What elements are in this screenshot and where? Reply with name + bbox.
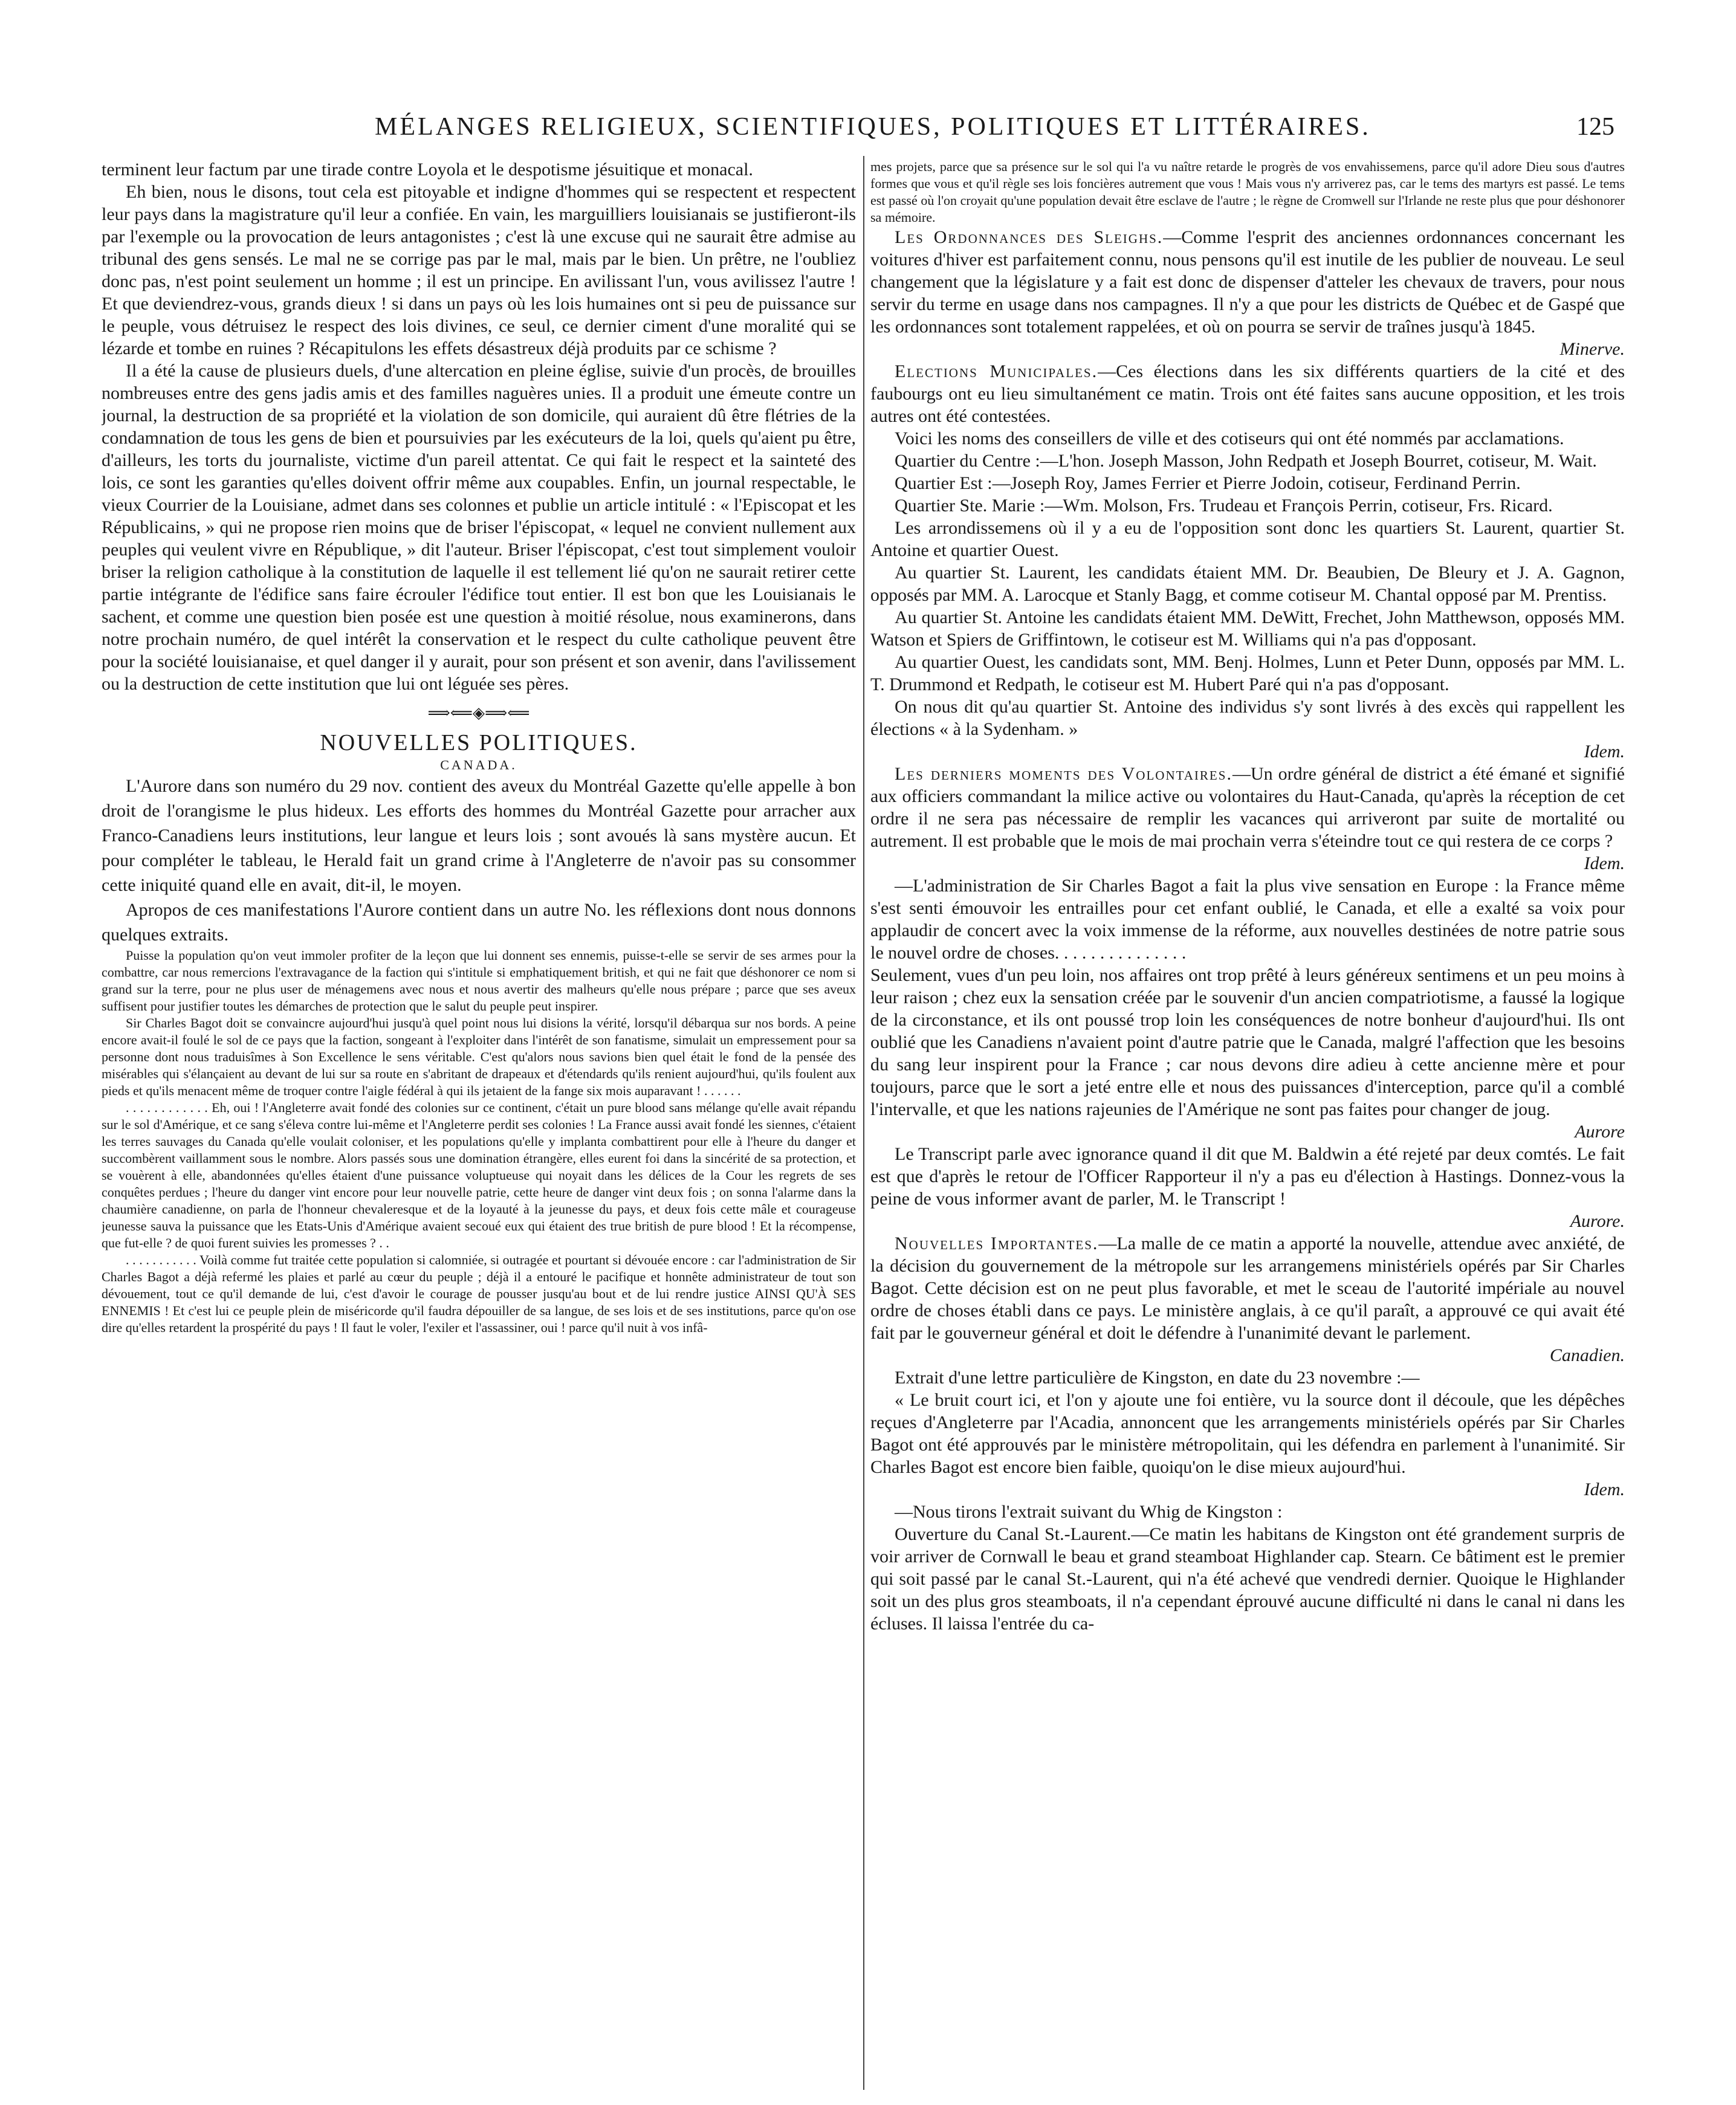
quote-paragraph: . . . . . . . . . . . . Eh, oui ! l'Angleterre avait fondé des colonies sur ce continent, c'était un pure blood sans mélange qu'elle avait répandu sur le sol d'Amérique, et ce sang s'éleva contre lui-même et l'Angleterre perdit ses colonies ! La France aussi avait fondé les siennes, c'étaient les terres sauvages du Canada qu'elle voulait coloniser, et les populations qu'elle y implanta combattirent pour elle à l'heure du danger et succombèrent vaillamment sous le nombre. Alors passés sous une domination étrangère, elles eurent foi dans la sincérité de sa protection, et se vouèrent à elle, abandonnées qu'elles étaient d'une puissance voluptueuse qui noyait dans les délices de la Cour les regrets de ses conquêtes perdues ; l'heure du danger vint encore pour leur nouvelle patrie, cette heure de danger vint deux fois ; on sonna l'alarme dans la chaumière canadienne, on parla de l'honneur chevaleresque et de la loyauté à la jeunesse du pays, et deux fois cette mâle et courageuse jeunesse sauva la puissance que les Etats-Unis d'Amérique avaient secoué eux qui étaient des true british de pure blood ! Et la récompense, que fut-elle ? de quoi furent suivies les promesses ? . . [102,1100,856,1250]
paragraph: Quartier du Centre :—L'hon. Joseph Masson, John Redpath et Joseph Bourret, cotiseur, M. Wait. [895,451,1597,471]
paragraph: Au quartier St. Laurent, les candidats étaient MM. Dr. Beaubien, De Bleury et J. A. Gagnon, opposés par MM. A. Larocque et Stanly Bagg, et comme cotiseur M. Chantal opposé par M. Prentiss. [870,563,1625,605]
source-credit: Idem. [1584,1479,1625,1499]
running-header [0,112,1736,161]
column-divider [863,156,864,2090]
paragraph: « Le bruit court ici, et l'on y ajoute une foi entière, vu la source dont il découle, que les dépêches reçues d'Angleterre par l'Acadia, annoncent que les arrangements ministériels opérés par Sir Charles Bagot ont été approuvés par le ministère métropolitain, qui les défendra en parlement à l'unanimité. Sir Charles Bagot est encore bien faible, quoiqu'on le dise mieux aujourd'hui. [870,1390,1625,1477]
paragraph: Ouverture du Canal St.-Laurent.—Ce matin les habitans de Kingston ont été grandement surpris de voir arriver de Cornwall le beau et grand steamboat Highlander cap. Stearn. Ce bâtiment est le premier qui soit passé par le canal St.-Laurent, qui n'a été achevé que vendredi dernier. Quoique le Highlander soit un des plus gros steamboats, il n'a cependant éprouvé aucune difficulté ni dans le canal ni dans les écluses. Il laissa l'entrée du ca- [870,1524,1625,1634]
source-credit: Idem. [1584,742,1625,761]
news-item [870,226,1625,338]
section-subtitle: CANADA. [440,757,517,772]
news-item-title: Les derniers moments des Volontaires. [895,764,1232,784]
news-item-text: —La malle de ce matin a apporté la nouvelle, attendue avec anxiété, de la décision du gouvernement de la métropole sur les arrangemens ministériels opérés par Sir Charles Bagot. Cette décision est on ne peut plus favorable, et met le sceau de l'autorité impériale au nouvel ordre de choses établi dans ce pays. Le ministère anglais, à ce qu'il paraît, a approuvé ce qui avait été fait par le gouverneur général et doit le défendre à l'unanimité devant le parlement. [870,1234,1625,1343]
paragraph: Extrait d'une lettre particulière de Kingston, en date du 23 novembre :— [895,1368,1420,1388]
quote-paragraph: mes projets, parce que sa présence sur le sol qui l'a vu naître retarde le progrès de vos envahissemens, parce qu'il adore Dieu sous d'autres formes que vous et qu'il règle ses lois foncières autrement que vous ! Mais vous n'y arriverez pas, car le tems des martyrs est passé. Le tems est passé où l'on croyait qu'une population devait être esclave de l'autre ; le règne de Cromwell sur l'Irlande ne reste plus que pour déshonorer sa mémoire. [870,159,1625,225]
paragraph: Quartier Ste. Marie :—Wm. Molson, Frs. Trudeau et François Perrin, cotiseur, Frs. Ricard. [895,496,1553,516]
paragraph: Au quartier St. Antoine les candidats étaient MM. DeWitt, Frechet, John Matthewson, opposés MM. Watson et Spiers de Griffintown, le cotiseur est M. Williams qui n'a pas d'opposant. [870,607,1625,650]
quote-paragraph: Sir Charles Bagot doit se convaincre aujourd'hui jusqu'à quel point nous lui disions la vérité, lorsqu'il débarqua sur nos bords. A peine encore avait-il foulé le sol de ce pays que la faction, songeant à l'exploiter dans l'intérêt de son fanatisme, simulait un empressement pour sa personne dont nous traduisîmes à Son Excellence le sens véritable. C'est qu'alors nous savions bien quel était le fond de la pensée des misérables qui s'élançaient au devant de lui sur sa route en s'abritant de drapeaux et d'étendards qu'ils renient aujourd'hui, qu'ils foulent aux pieds et qu'ils menacent même de troquer contre l'aigle fédéral à qui ils jetaient de la fange six mois auparavant ! . . . . . . [102,1015,856,1098]
paragraph: Eh bien, nous le disons, tout cela est pitoyable et indigne d'hommes qui se respectent et respectent leur pays dans la magistrature qu'il leur a confiée. En vain, les marguilliers louisianais se justifieront-ils par l'exemple ou la provocation de leurs antagonistes ; c'est là une excuse qui ne saurait être admise au tribunal des gens sensés. Le mal ne se corrige pas par le mal, mais par le bien. Un prêtre, ne l'oubliez donc pas, n'est point seulement un homme ; il est un principe. En avilissant l'un, vous avilissez l'autre ! Et que deviendrez-vous, grands dieux ! si dans un pays où les lois humaines ont si peu de puissance sur le peuple, vous détruisez le respect des lois divines, ce seul, ce dernier ciment d'une moralité qui se lézarde et tombe en ruines ? Récapitulons les effets désastreux déjà produits par ce schisme ? [102,182,856,358]
left-column [102,158,856,2092]
section-title: NOUVELLES POLITIQUES. [320,730,638,755]
section-ornament: ⟹⟸◈⟹⟸ [427,704,530,722]
running-title: MÉLANGES RELIGIEUX, SCIENTIFIQUES, POLITIQUES ET LITTÉRAIRES. [375,113,1371,141]
right-column [870,158,1625,2092]
page-number: 125 [1576,113,1615,141]
news-item-text: —Ces élections dans les six différents quartiers de la cité et des faubourgs ont eu lieu simultanément ce matin. Trois ont été faites sans aucune opposition, et les trois autres ont été contestées. [870,361,1625,426]
source-credit: Idem. [1584,853,1625,873]
paragraph: Il a été la cause de plusieurs duels, d'une altercation en pleine église, suivie d'un procès, de brouilles nombreuses entre des gens jadis amis et des familles naguères unies. Il a produit une émeute contre un journal, la destruction de sa propriété et la violation de son domicile, qui auraient dû être flétries de la condamnation de tous les gens de bien et poursuivies par les exécuteurs de la loi, quels qu'aient pu être, d'ailleurs, les torts du journaliste, victime d'un pareil attentat. Ce qui fait le respect et la sainteté des lois, ce sont les garanties qu'elles doivent offrir même aux coupables. Enfin, un journal respectable, le vieux Courrier de la Louisiane, admet dans ses colonnes et publie un article intitulé : « l'Episcopat et les Républicains, » qui ne propose rien moins que de briser l'épiscopat, « lequel ne convient nullement aux peuples qui veulent vivre en République, » dit l'auteur. Briser l'épiscopat, c'est tout simplement vouloir briser la religion catholique à la constitution de laquelle il est tellement lié qu'on ne saurait retirer cette partie intégrante de l'édifice sans faire écrouler l'édifice tout entier. Il est bon que les Louisianais le sachent, et comme une question bien posée est une question à moitié résolue, nous examinerons, dans notre prochain numéro, de quel intérêt la conservation et le respect du culte catholique peuvent être pour la société louisianaise, et quel danger il y aurait, pour son présent et son avenir, dans l'avilissement ou la destruction de cette institution que lui ont léguée ses pères. [102,361,856,694]
news-item-title: Nouvelles Importantes. [895,1234,1099,1253]
paragraph: terminent leur factum par une tirade contre Loyola et le despotisme jésuitique et monacal. [102,160,753,179]
source-credit: Aurore [1575,1122,1625,1142]
source-credit: Minerve. [1559,339,1625,359]
source-credit: Canadien. [1549,1345,1625,1365]
paragraph: Quartier Est :—Joseph Roy, James Ferrier et Pierre Jodoin, cotiseur, Ferdinand Perrin. [895,473,1521,493]
news-item-text: —Un ordre général de district a été émané et signifié aux officiers commandant la milice active ou volontaires du Haut-Canada, qu'après la réception de cet ordre il ne sera pas nécessaire de remplir les vacances qui arriveront par suite de mortalité ou autrement. Il est probable que le mois de mai prochain verra s'éteindre tout ce qui restera de ce corps ? [870,764,1625,851]
paragraph: Le Transcript parle avec ignorance quand il dit que M. Baldwin a été rejeté par deux comtés. Le fait est que d'après le retour de l'Officer Rapporteur il n'y a pas eu d'élection à Hastings. Donnez-vous la peine de vous informer avant de parler, M. le Transcript ! [870,1144,1625,1209]
paragraph: Apropos de ces manifestations l'Aurore contient dans un autre No. les réflexions dont nous donnons quelques extraits. [102,900,856,945]
news-item [870,763,1625,852]
paragraph: Voici les noms des conseillers de ville et des cotiseurs qui ont été nommés par acclamations. [895,428,1564,448]
news-item-title: Elections Municipales. [895,361,1098,381]
paragraph: Au quartier Ouest, les candidats sont, MM. Benj. Holmes, Lunn et Peter Dunn, opposés par MM. L. T. Drummond et Redpath, le cotiseur est M. Hubert Paré qui n'a pas d'opposant. [870,652,1625,694]
paragraph: On nous dit qu'au quartier St. Antoine des individus s'y sont livrés à des excès qui rappellent les élections « à la Sydenham. » [870,697,1625,739]
paragraph: —L'administration de Sir Charles Bagot a fait la plus vive sensation en Europe : la France même s'est senti émouvoir les entrailles pour cet enfant oublié, le Canada, et elle a exalté sa voix pour applaudir de concert avec la voix immense de la réforme, aux nouvelles destinées de notre patrie sous le nouvel ordre de choses. . . . . . . . . . . . . . . [870,876,1625,963]
quote-paragraph: . . . . . . . . . . . Voilà comme fut traitée cette population si calomniée, si outragée et pourtant si dévouée encore : car l'administration de Sir Charles Bagot a déjà refermé les plaies et parlé au cœur du peuple ; déjà il a entouré le pacifique et honnête administrateur de tout son dévouement, tout ce qu'il demande de lui, c'est d'avoir le courage de pousser jusqu'au bout et de lui rendre justice AINSI QU'À SES ENNEMIS ! Et c'est lui ce peuple plein de miséricorde qu'il faudra dépouiller de sa langue, de ses lois et de ses institutions, parce qu'on ose dire qu'elles retardent la prospérité du pays ! Il faut le voler, l'exiler et l'assassiner, oui ! parce qu'il nuit à vos infâ- [102,1252,856,1335]
paragraph: Les arrondissemens où il y a eu de l'opposition sont donc les quartiers St. Laurent, quartier St. Antoine et quartier Ouest. [870,518,1625,560]
news-item-text: —Comme l'esprit des anciennes ordonnances concernant les voitures d'hiver est parfaitement connu, nous pensons qu'il est inutile de les publier de nouveau. Le seul changement que la législature y a fait est donc de dispenser d'atteler les chevaux de travers, pour nous servir du terme en usage dans nos campagnes. Il n'y a que pour les districts de Québec et de Gaspé que les ordonnances sont totalement rappelées, et où on pourra se servir de traînes jusqu'à 1845. [870,227,1625,337]
news-item [870,1232,1625,1344]
news-item-title: Les Ordonnances des Sleighs. [895,227,1164,247]
paragraph: —Nous tirons l'extrait suivant du Whig de Kingston : [895,1502,1283,1522]
news-item [870,360,1625,427]
quote-paragraph: Puisse la population qu'on veut immoler profiter de la leçon que lui donnent ses ennemis, puisse-t-elle se servir de ses armes pour la combattre, car nous remercions l'extravagance de la faction qui s'intitule si emphatiquement british, et qui ne fait que déshonorer ce nom si grand sur la terre, pour ne plus user de ménagemens avec nous et nous avertir des malheurs qu'elle nous prépare ; parce que ses aveux suffisent pour justifier toutes les démarches de protection que le salut du peuple peut inspirer. [102,948,856,1014]
paragraph: Seulement, vues d'un peu loin, nos affaires ont trop prêté à leurs généreux sentimens et un peu moins à leur raison ; chez eux la sensation créée par le souvenir d'un ancien compatriotisme, a faussé la logique de la circonstance, et ils ont poussé trop loin les conséquences de notre bonheur d'aujourd'hui. Ils ont oublié que les Canadiens n'avaient point d'autre patrie que le Canada, malgré l'affection que les besoins du sang leur inspirent pour la France ; car nous devons dire adieu à cette ancienne mère et pour toujours, parce que le sort a jeté entre elle et nous des puissances d'interception, parce qu'il a comblé l'intervalle, et que les nations rajeunies de l'Amérique ne sont pas faites pour changer de joug. [870,965,1625,1119]
paragraph: L'Aurore dans son numéro du 29 nov. contient des aveux du Montréal Gazette qu'elle appelle à bon droit de l'orangisme le plus hideux. Les efforts des hommes du Montréal Gazette pour arracher aux Franco-Canadiens leurs institutions, leur langue et leurs lois ; sont avoués là sans mystère aucun. Et pour compléter le tableau, le Herald fait un grand crime à l'Angleterre de n'avoir pas su consommer cette iniquité quand elle en avait, dit-il, le moyen. [102,776,856,895]
source-credit: Aurore. [1570,1211,1625,1231]
